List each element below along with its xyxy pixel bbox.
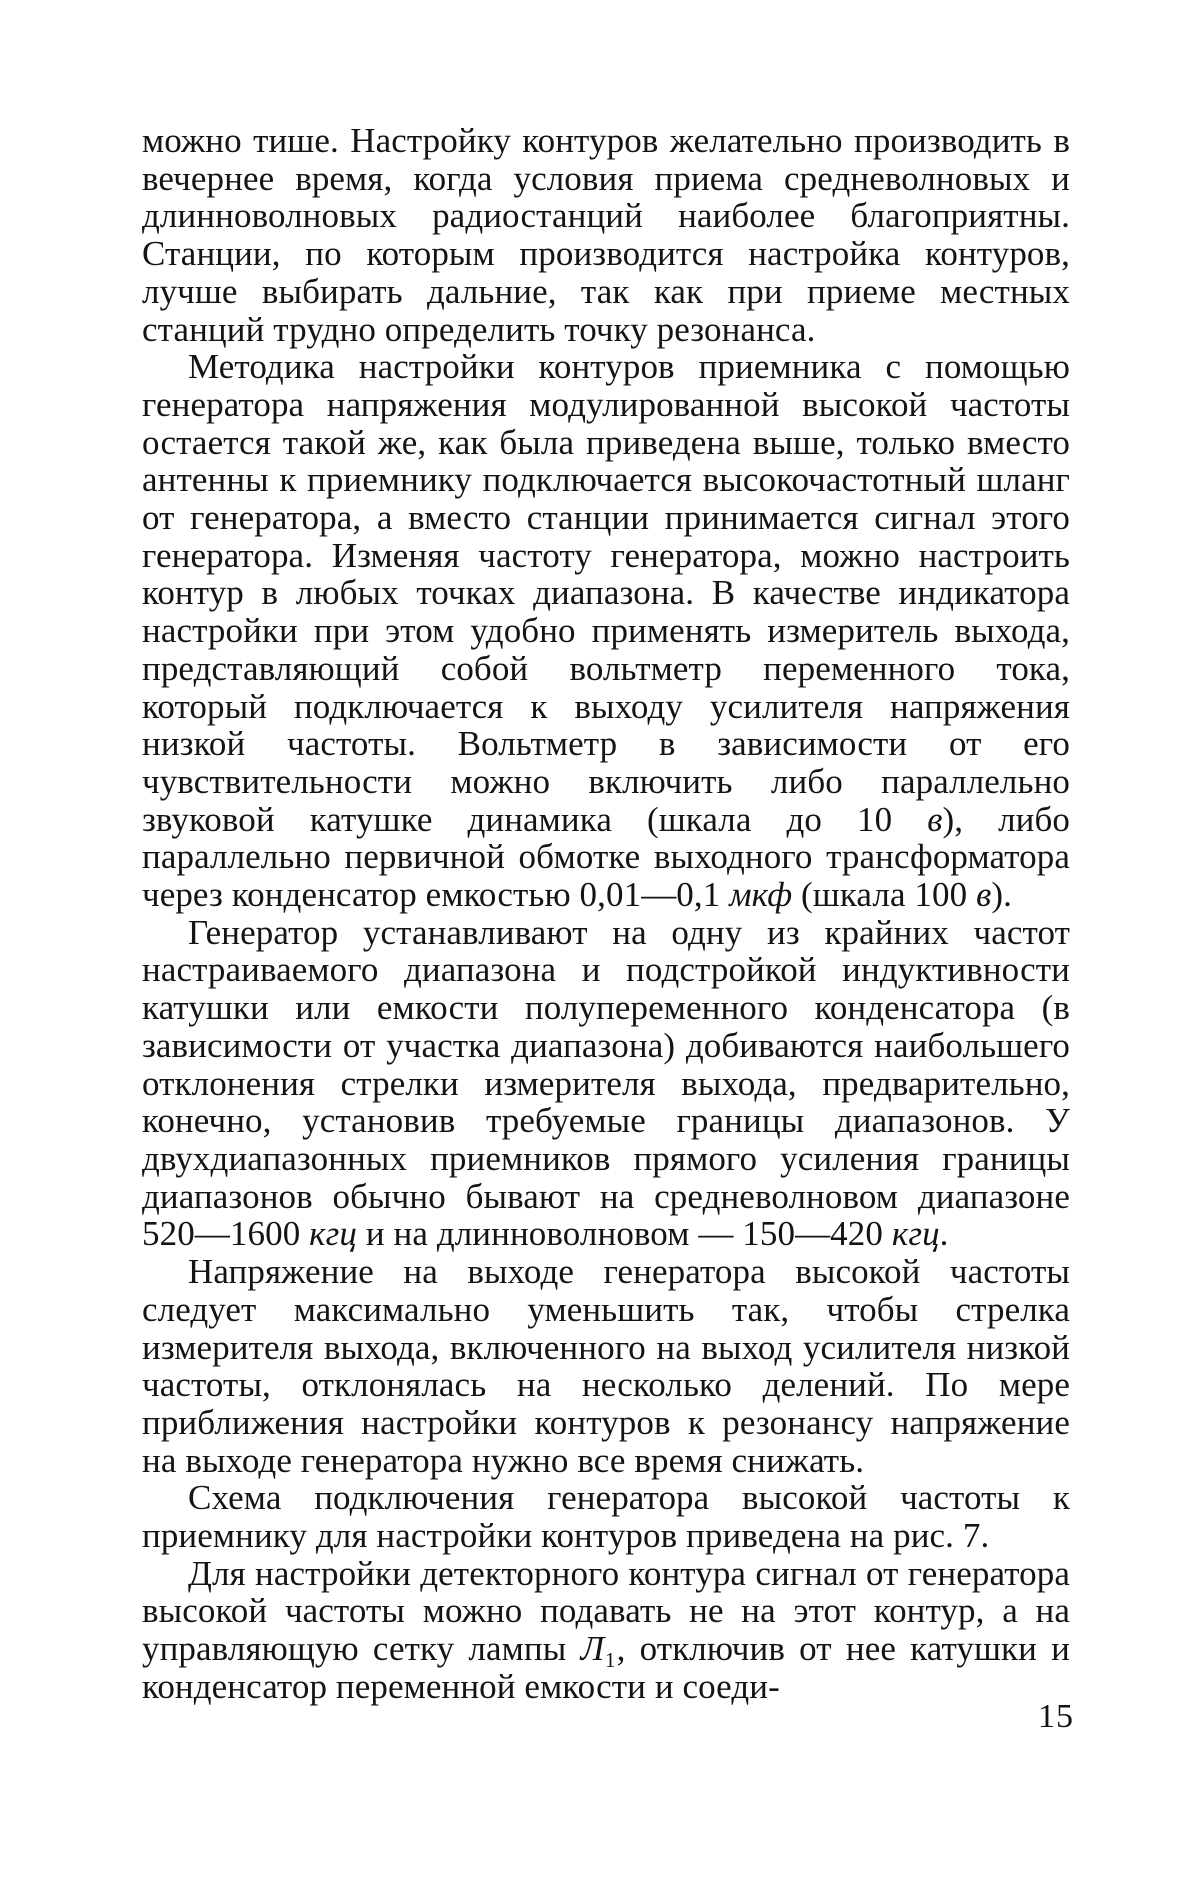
- text-run: Схема подключения генератора высокой частоты к приемнику для настройки контуров приведена на рис. 7.: [142, 1478, 1070, 1556]
- paragraph-1: [142, 122, 1070, 348]
- text-run: Генератор устанавливают на одну из крайних частот настраиваемого диапазона и подстройкой индуктивности катушки или емкости полупеременного конденсатора (в зависимости от участка диапазона) добиваются наибольшего отклонения стрелки измерителя выхода, предварительно, конечно, установив требуемые границы диапазонов. У двухдиапазонных приемников прямого усиления границы диапазонов обычно бывают на средневолновом диапазоне 520—1600: [142, 912, 1070, 1254]
- paragraph-2: [142, 348, 1070, 914]
- text-run: .: [939, 1214, 949, 1254]
- italic-run: кгц: [309, 1214, 357, 1254]
- paragraph-6: [142, 1555, 1070, 1706]
- text-run: (шкала 100: [792, 875, 977, 915]
- body-text: [142, 122, 1070, 1706]
- paragraph-5: [142, 1479, 1070, 1554]
- text-run: ₁, отключив от нее катушки и конденсатор переменной емкости и соеди-: [142, 1629, 1070, 1706]
- italic-run: Л: [580, 1629, 605, 1669]
- text-run: и на длинноволновом — 150—420: [356, 1214, 892, 1254]
- text-run: Для настройки детекторного контура сигнал от генератора высокой частоты можно подавать не на этот контур, а на управляющую сетку лампы: [142, 1553, 1070, 1669]
- italic-run: в: [976, 875, 992, 915]
- text-run: Методика настройки контуров приемника с помощью генератора напряжения модулированной высокой частоты остается такой же, как была приведена выше, только вместо антенны к приемнику подключается высокочастотный шланг от генератора, а вместо станции принимается сигнал этого генератора. Изменяя частоту генератора, можно настроить контур в любых точках диапазона. В качестве индикатора настройки при этом удобно применять измеритель выхода, представляющий собой вольтметр переменного тока, который подключается к выходу усилителя напряжения низкой частоты. Вольтметр в зависимости от его чувствительности можно включить либо параллельно звуковой катушке динамика (шкала до 10: [142, 347, 1070, 839]
- text-run: можно тише. Настройку контуров желательно производить в вечернее время, когда условия приема средневолновых и длинноволновых радиостанций наиболее благоприятны. Станции, по которым производится настройка контуров, лучше выбирать дальние, так как при приеме местных станций трудно определить точку резонанса.: [142, 121, 1070, 349]
- text-run: ), либо параллельно первичной обмотке выходного трансформатора через конденсатор емкостью 0,01—0,1: [142, 799, 1071, 915]
- page-number: 15: [1038, 1698, 1074, 1735]
- paragraph-3: [142, 914, 1070, 1253]
- text-run: Напряжение на выходе генератора высокой частоты следует максимально уменьшить так, чтобы стрелка измерителя выхода, включенного на выход усилителя низкой частоты, отклонялась на несколько делений. По мере приближения настройки контуров к резонансу напряжение на выходе генератора нужно все время снижать.: [142, 1252, 1070, 1480]
- italic-run: в: [927, 799, 943, 839]
- italic-run: мкф: [729, 875, 793, 915]
- paragraph-4: [142, 1253, 1070, 1479]
- italic-run: кгц: [891, 1214, 940, 1254]
- text-run: ).: [991, 875, 1012, 915]
